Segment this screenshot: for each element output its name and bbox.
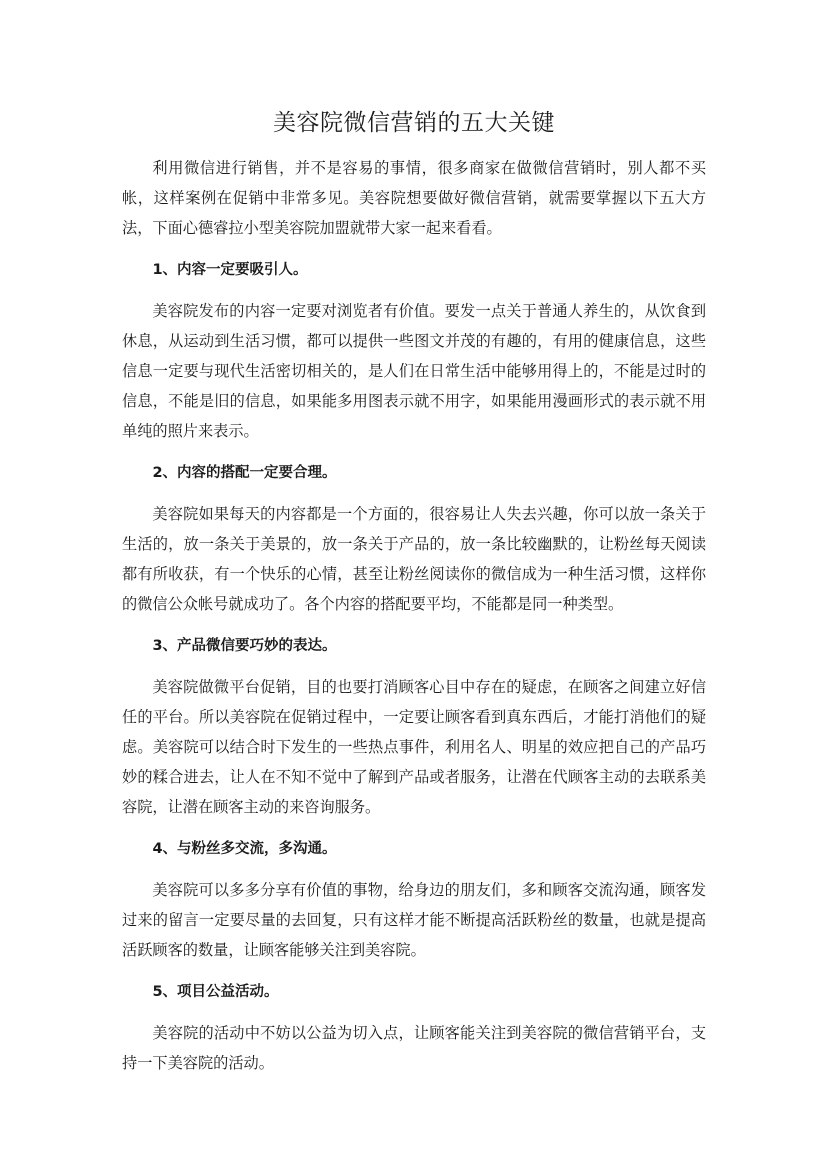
section-body: 美容院的活动中不妨以公益为切入点，让顾客能关注到美容院的微信营销平台，支持一下美容院的活动。 bbox=[122, 1024, 706, 1072]
section-heading: 2、内容的搭配一定要合理。 bbox=[152, 465, 337, 481]
section-heading: 5、项目公益活动。 bbox=[152, 984, 279, 1000]
section-4 bbox=[122, 834, 706, 965]
section-1 bbox=[122, 255, 706, 446]
section-body: 美容院发布的内容一定要对浏览者有价值。要发一点关于普通人养生的，从饮食到休息，从运动到生活习惯，都可以提供一些图文并茂的有趣的，有用的健康信息，这些信息一定要与现代生活密切相关的，是人们在日常生活中能够用得上的，不能是过时的信息，不能是旧的信息，如果能多用图表示就不用字，如果能用漫画形式的表示就不用单纯的照片来表示。 bbox=[122, 302, 706, 440]
document-page bbox=[122, 105, 706, 1078]
section-heading: 1、内容一定要吸引人。 bbox=[152, 262, 308, 278]
section-heading: 3、产品微信要巧妙的表达。 bbox=[152, 638, 337, 654]
section-body: 美容院可以多多分享有价值的事物，给身边的朋友们，多和顾客交流沟通，顾客发过来的留言一定要尽量的去回复，只有这样才能不断提高活跃粉丝的数量，也就是提高活跃顾客的数量，让顾客能够关注到美容院。 bbox=[122, 881, 706, 959]
intro-paragraph: 利用微信进行销售，并不是容易的事情，很多商家在做微信营销时，别人都不买帐，这样案例在促销中非常多见。美容院想要做好微信营销，就需要掌握以下五大方法，下面心德睿拉小型美容院加盟就带大家一起来看看。 bbox=[122, 159, 706, 237]
section-body: 美容院如果每天的内容都是一个方面的，很容易让人失去兴趣，你可以放一条关于生活的，放一条关于美景的，放一条关于产品的，放一条比较幽默的，让粉丝每天阅读都有所收获，有一个快乐的心情，甚至让粉丝阅读你的微信成为一种生活习惯，这样你的微信公众帐号就成功了。各个内容的搭配要平均，不能都是同一种类型。 bbox=[122, 505, 706, 613]
section-5 bbox=[122, 977, 706, 1078]
document-title: 美容院微信营销的五大关键 bbox=[273, 110, 555, 136]
section-3 bbox=[122, 631, 706, 822]
section-heading: 4、与粉丝多交流，多沟通。 bbox=[152, 841, 337, 857]
section-2 bbox=[122, 458, 706, 619]
section-body: 美容院做微平台促销，目的也要打消顾客心目中存在的疑虑，在顾客之间建立好信任的平台。所以美容院在促销过程中，一定要让顾客看到真东西后，才能打消他们的疑虑。美容院可以结合时下发生的一些热点事件，利用名人、明星的效应把自己的产品巧妙的糅合进去，让人在不知不觉中了解到产品或者服务，让潜在代顾客主动的去联系美容院，让潜在顾客主动的来咨询服务。 bbox=[122, 678, 706, 816]
